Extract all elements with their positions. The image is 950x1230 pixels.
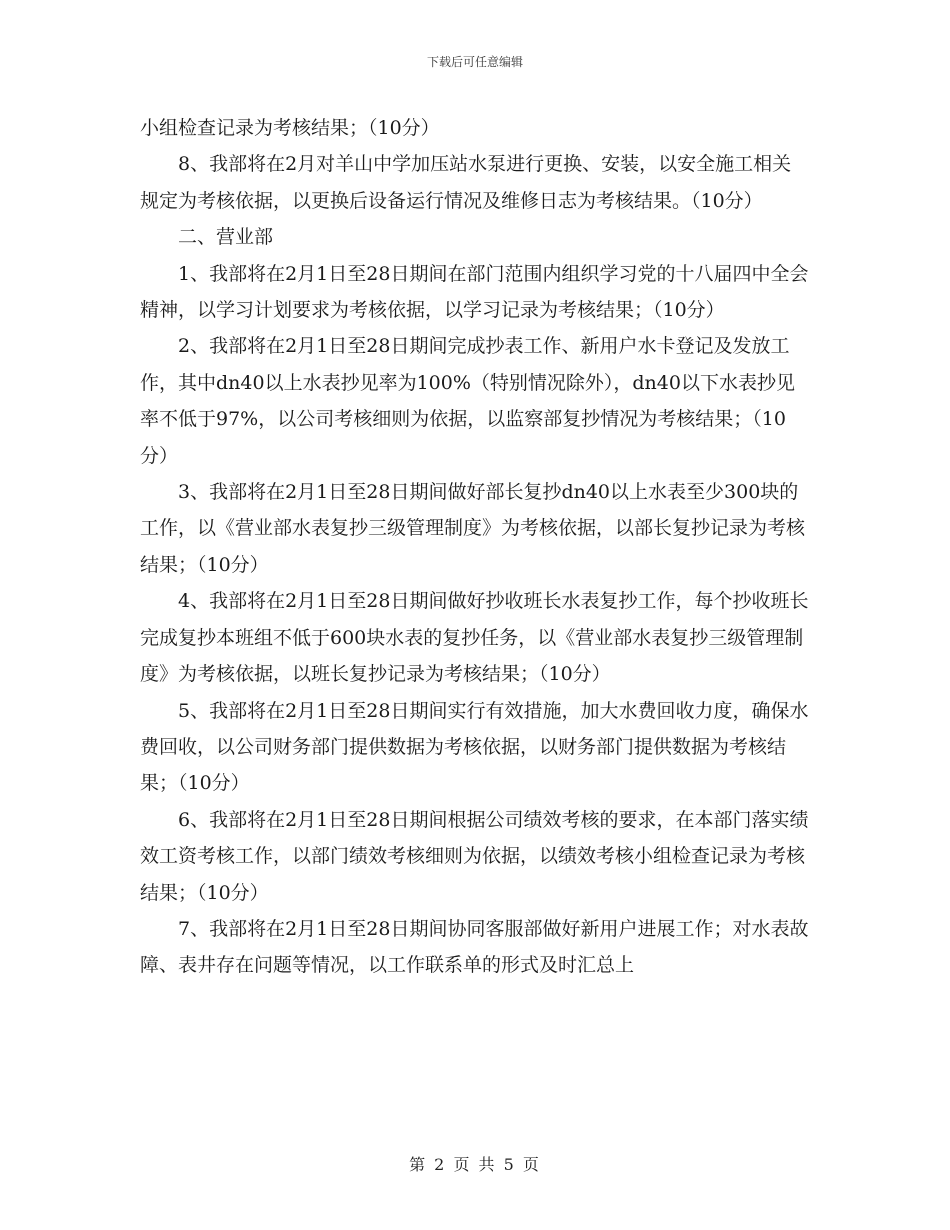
document-body xyxy=(140,110,810,984)
page-header: 下载后可任意编辑 xyxy=(426,55,523,69)
paragraph-8: 6、我部将在2月1日至28日期间根据公司绩效考核的要求，在本部门落实绩效工资考核工作，以部门绩效考核细则为依据，以绩效考核小组检查记录为考核结果；（10分） xyxy=(140,808,809,904)
paragraph-6: 4、我部将在2月1日至28日期间做好抄收班长水表复抄工作，每个抄收班长完成复抄本班组不低于600块水表的复抄任务，以《营业部水表复抄三级管理制度》为考核依据，以班长复抄记录为考核结果；（10分） xyxy=(140,590,809,686)
section-heading: 二、营业部 xyxy=(178,226,274,249)
paragraph-1: 8、我部将在2月对羊山中学加压站水泵进行更换、安装，以安全施工相关规定为考核依据，以更换后设备运行情况及维修日志为考核结果。（10分） xyxy=(140,153,792,212)
paragraph-0: 小组检查记录为考核结果；（10分） xyxy=(140,117,440,139)
paragraph-9: 7、我部将在2月1日至28日期间协同客服部做好新用户进展工作；对水表故障、表井存在问题等情况，以工作联系单的形式及时汇总上 xyxy=(140,917,809,977)
paragraph-4: 2、我部将在2月1日至28日期间完成抄表工作、新用户水卡登记及发放工作，其中dn40以上水表抄见率为100%（特别情况除外），dn40以下水表抄见率不低于97%，以公司考核细则为依据，以监察部复抄情况为考核结果；（10分） xyxy=(140,335,795,467)
paragraph-7: 5、我部将在2月1日至28日期间实行有效措施，加大水费回收力度，确保水费回收，以公司财务部门提供数据为考核依据，以财务部门提供数据为考核结果；（10分） xyxy=(140,699,809,795)
page-footer: 第 2 页 共 5 页 xyxy=(409,1155,541,1174)
paragraph-3: 1、我部将在2月1日至28日期间在部门范围内组织学习党的十八届四中全会精神，以学习计划要求为考核依据，以学习记录为考核结果；（10分） xyxy=(140,262,809,322)
paragraph-5: 3、我部将在2月1日至28日期间做好部长复抄dn40以上水表至少300块的工作，以《营业部水表复抄三级管理制度》为考核依据，以部长复抄记录为考核结果；（10分） xyxy=(140,481,806,576)
